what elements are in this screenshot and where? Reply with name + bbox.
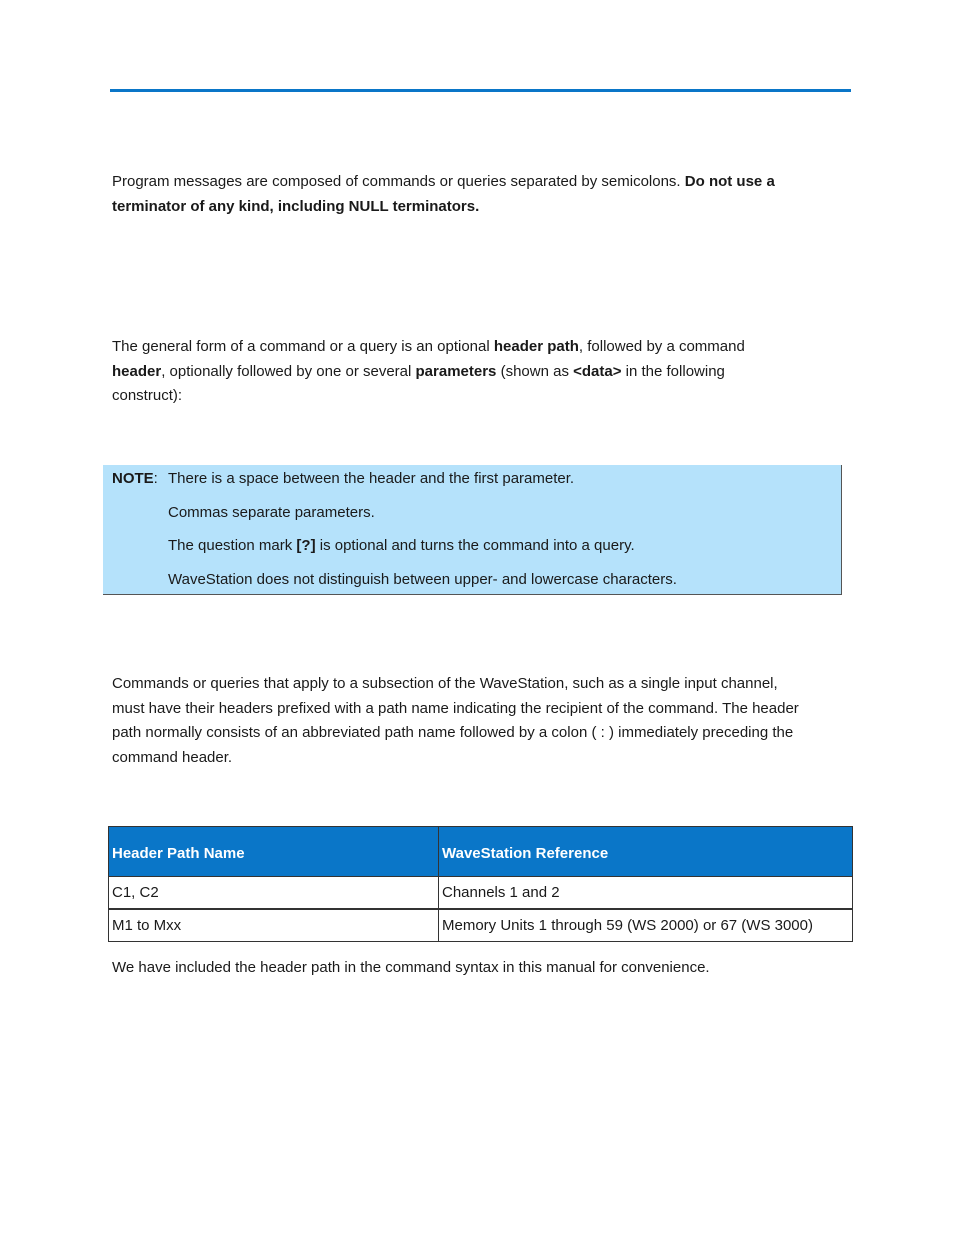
table-row xyxy=(109,877,853,910)
footer-paragraph: We have included the header path in the command syntax in this manual for convenience. xyxy=(112,959,710,976)
note-line: WaveStation does not distinguish between upper- and lowercase characters. xyxy=(168,571,677,588)
table-row xyxy=(109,909,853,942)
note-line: There is a space between the header and the first parameter. xyxy=(168,470,575,487)
note-label: NOTE: xyxy=(112,470,158,487)
header-path-paragraph: Commands or queries that apply to a subsection of the WaveStation, such as a single input channel, must have their headers prefixed with a path name indicating the recipient of the command. The header path normally consists of an abbreviated path name followed by a colon ( : ) immediately preceding the command header. xyxy=(112,675,799,766)
table-cell: Channels 1 and 2 xyxy=(439,877,853,910)
table-cell: M1 to Mxx xyxy=(109,909,439,942)
table-cell: Memory Units 1 through 59 (WS 2000) or 67 (WS 3000) xyxy=(439,909,853,942)
table-header-cell: Header Path Name xyxy=(109,827,439,877)
intro-paragraph: Program messages are composed of commands or queries separated by semicolons. Do not use a terminator of any kind, including NULL terminators. xyxy=(112,173,775,215)
note-line: The question mark [?] is optional and turns the command into a query. xyxy=(168,537,635,554)
note-box xyxy=(103,465,842,595)
note-line: Commas separate parameters. xyxy=(168,504,375,521)
table-header-cell: WaveStation Reference xyxy=(439,827,853,877)
header-path-table xyxy=(108,826,853,942)
header-rule xyxy=(110,89,851,92)
general-form-paragraph: The general form of a command or a query is an optional header path, followed by a command header, optionally followed by one or several parameters (shown as <data> in the following construct): xyxy=(112,338,745,404)
terminator-warning: Do not use a terminator of any kind, including NULL terminators. xyxy=(112,173,775,215)
table-cell: C1, C2 xyxy=(109,877,439,910)
table-header-row xyxy=(109,827,853,877)
